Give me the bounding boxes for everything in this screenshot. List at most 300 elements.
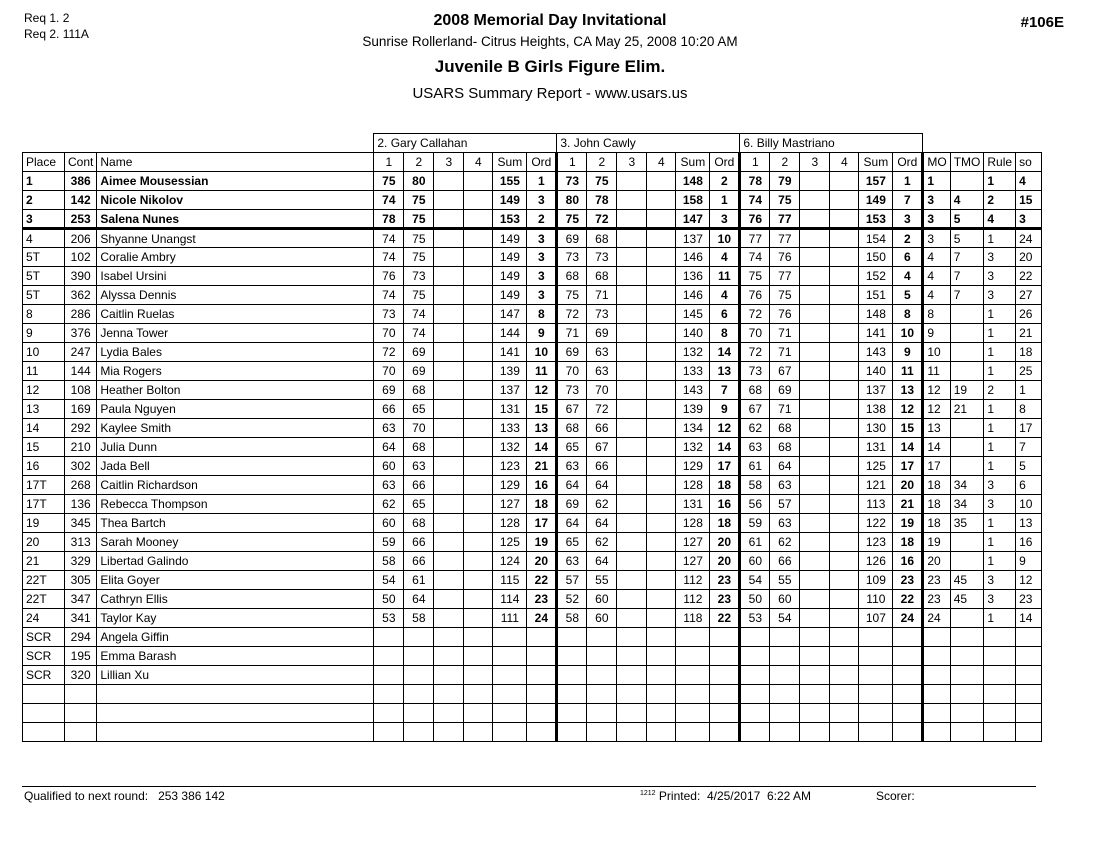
column-header: MO [923,153,950,172]
column-header: Sum [859,153,893,172]
score-cell [950,324,984,343]
cont-cell: 108 [65,381,97,400]
score-cell [617,172,647,191]
score-cell: 9 [893,343,923,362]
score-cell: 128 [676,514,710,533]
score-cell: 69 [770,381,800,400]
score-cell: 64 [404,590,434,609]
req1-label: Req 1. 2 [24,11,70,25]
empty-cell [950,723,984,742]
score-cell: 3 [527,191,557,210]
score-cell [464,286,493,305]
score-cell: 22 [1016,267,1042,286]
score-cell: 153 [859,210,893,229]
score-cell: 109 [859,571,893,590]
empty-cell [800,685,830,704]
score-cell [464,381,493,400]
score-cell [950,438,984,457]
place-cell: 11 [23,362,65,381]
score-cell [464,495,493,514]
cont-cell: 341 [65,609,97,628]
score-cell [830,666,859,685]
score-cell [434,647,464,666]
score-cell: 17 [527,514,557,533]
table-row [23,476,1042,495]
place-cell: 16 [23,457,65,476]
score-cell [434,400,464,419]
score-cell: 70 [740,324,770,343]
score-cell: 3 [1016,210,1042,229]
score-cell [647,267,676,286]
score-cell: 75 [404,210,434,229]
score-cell [950,628,984,647]
score-cell: 70 [404,419,434,438]
table-row [23,628,1042,647]
score-cell [434,571,464,590]
score-cell: 132 [676,343,710,362]
score-cell: 132 [493,438,527,457]
score-cell [647,552,676,571]
score-cell [740,628,770,647]
score-cell: 17 [893,457,923,476]
score-cell: 45 [950,571,984,590]
score-cell [434,419,464,438]
cont-cell: 253 [65,210,97,229]
score-cell: 63 [770,476,800,495]
score-cell [800,419,830,438]
score-cell: 3 [527,267,557,286]
place-cell: SCR [23,628,65,647]
score-cell: 21 [527,457,557,476]
score-cell: 1 [984,438,1016,457]
score-cell [617,552,647,571]
score-cell: 12 [527,381,557,400]
score-cell: 2 [527,210,557,229]
score-cell: 68 [404,381,434,400]
score-cell: 79 [770,172,800,191]
score-cell [830,571,859,590]
column-header: 1 [740,153,770,172]
score-cell: 17 [1016,419,1042,438]
score-cell: 60 [374,514,404,533]
score-cell [830,343,859,362]
score-cell: 107 [859,609,893,628]
name-cell: Kaylee Smith [97,419,374,438]
score-cell: 23 [710,590,740,609]
score-cell [527,666,557,685]
place-cell: 22T [23,571,65,590]
score-cell: 20 [893,476,923,495]
score-cell: 16 [893,552,923,571]
score-cell: 12 [1016,571,1042,590]
score-cell [830,533,859,552]
empty-cell [97,723,374,742]
score-cell [800,438,830,457]
score-cell: 147 [676,210,710,229]
score-cell: 68 [770,419,800,438]
score-cell: 3 [923,229,950,248]
empty-cell [984,723,1016,742]
empty-cell [770,723,800,742]
cont-cell: 210 [65,438,97,457]
score-cell: 23 [923,590,950,609]
empty-cell [710,685,740,704]
score-cell: 1 [710,191,740,210]
score-cell [647,343,676,362]
score-cell: 68 [740,381,770,400]
score-cell [374,647,404,666]
score-cell: 74 [374,229,404,248]
empty-cell [859,685,893,704]
score-cell [434,590,464,609]
score-cell [617,210,647,229]
score-cell: 50 [740,590,770,609]
score-cell: 19 [527,533,557,552]
table-row [23,305,1042,324]
score-cell [830,286,859,305]
score-cell: 63 [404,457,434,476]
score-cell: 1 [984,324,1016,343]
place-cell: 17T [23,495,65,514]
score-cell: 65 [404,495,434,514]
score-cell: 126 [859,552,893,571]
score-cell: 3 [527,248,557,267]
score-cell: 15 [893,419,923,438]
score-cell: 66 [374,400,404,419]
score-cell: 4 [950,191,984,210]
empty-cell [464,723,493,742]
score-cell: 68 [587,229,617,248]
report-number: #106E [1020,14,1064,31]
score-cell: 22 [527,571,557,590]
score-cell [923,647,950,666]
score-cell [800,666,830,685]
score-cell [647,305,676,324]
score-cell: 1 [527,172,557,191]
score-cell: 69 [557,343,587,362]
table-row [23,343,1042,362]
score-cell [617,476,647,495]
score-cell [493,647,527,666]
judge-header-row [23,134,1042,153]
score-cell [617,419,647,438]
score-cell: 71 [770,400,800,419]
score-cell: 4 [710,248,740,267]
score-cell: 3 [984,248,1016,267]
score-cell: 143 [859,343,893,362]
score-cell: 13 [527,419,557,438]
score-cell: 20 [1016,248,1042,267]
score-cell [647,590,676,609]
place-cell: 10 [23,343,65,362]
score-cell [404,666,434,685]
table-row [23,552,1042,571]
score-cell: 1 [984,305,1016,324]
score-cell [800,514,830,533]
score-cell: 60 [374,457,404,476]
score-cell: 14 [1016,609,1042,628]
empty-cell [617,704,647,723]
score-cell: 71 [557,324,587,343]
score-cell: 8 [893,305,923,324]
score-cell [647,381,676,400]
score-cell [434,476,464,495]
score-cell: 122 [859,514,893,533]
empty-cell [676,723,710,742]
score-cell: 68 [404,514,434,533]
score-cell [647,286,676,305]
score-cell: 153 [493,210,527,229]
score-cell [984,647,1016,666]
score-cell [464,229,493,248]
score-cell [434,210,464,229]
cont-cell: 169 [65,400,97,419]
score-cell [800,324,830,343]
score-cell [950,552,984,571]
place-cell: 5T [23,248,65,267]
cont-cell: 292 [65,419,97,438]
score-cell: 9 [710,400,740,419]
score-cell: 75 [770,286,800,305]
table-row [23,172,1042,191]
table-row [23,210,1042,229]
score-cell: 8 [527,305,557,324]
score-cell [950,362,984,381]
scorer-label: Scorer: [876,789,915,803]
score-cell: 62 [374,495,404,514]
score-cell: 74 [740,191,770,210]
score-cell: 22 [710,609,740,628]
score-cell: 75 [404,229,434,248]
score-cell: 67 [557,400,587,419]
place-cell: SCR [23,666,65,685]
empty-cell [923,723,950,742]
score-cell [647,210,676,229]
score-cell [950,533,984,552]
score-cell: 5 [950,229,984,248]
score-cell [434,267,464,286]
cont-cell: 144 [65,362,97,381]
score-cell [676,647,710,666]
score-cell: 74 [404,324,434,343]
score-cell: 127 [676,533,710,552]
score-cell [374,628,404,647]
empty-cell [800,723,830,742]
empty-cell [893,685,923,704]
name-cell: Jada Bell [97,457,374,476]
score-cell: 4 [1016,172,1042,191]
score-cell [647,419,676,438]
score-cell [464,647,493,666]
score-cell: 66 [587,457,617,476]
score-cell: 136 [676,267,710,286]
score-cell: 71 [770,343,800,362]
score-cell: 64 [587,552,617,571]
score-cell: 26 [1016,305,1042,324]
score-cell: 20 [527,552,557,571]
score-cell: 60 [740,552,770,571]
score-cell: 150 [859,248,893,267]
empty-cell [587,723,617,742]
name-cell: Lillian Xu [97,666,374,685]
score-cell [374,666,404,685]
score-cell: 3 [893,210,923,229]
score-cell: 133 [493,419,527,438]
column-header: so [1016,153,1042,172]
score-cell: 50 [374,590,404,609]
score-cell [493,628,527,647]
score-cell: 1 [984,343,1016,362]
score-cell: 131 [859,438,893,457]
score-cell: 123 [859,533,893,552]
column-header: Sum [493,153,527,172]
score-cell: 14 [527,438,557,457]
score-cell [647,647,676,666]
place-cell: 3 [23,210,65,229]
score-cell [800,172,830,191]
score-cell: 1 [923,172,950,191]
score-cell [830,400,859,419]
score-cell: 129 [676,457,710,476]
score-cell [617,590,647,609]
score-cell [617,571,647,590]
score-cell [434,666,464,685]
score-cell [617,628,647,647]
score-cell: 23 [923,571,950,590]
score-cell: 113 [859,495,893,514]
score-cell [647,248,676,267]
place-cell: 12 [23,381,65,400]
table-row [23,400,1042,419]
score-cell: 3 [984,571,1016,590]
score-cell: 65 [404,400,434,419]
score-cell: 72 [557,305,587,324]
empty-cell [617,723,647,742]
name-cell: Isabel Ursini [97,267,374,286]
score-cell: 4 [984,210,1016,229]
score-cell: 72 [740,343,770,362]
score-cell [647,172,676,191]
score-cell: 72 [374,343,404,362]
score-cell: 146 [676,286,710,305]
score-cell: 134 [676,419,710,438]
score-cell: 24 [893,609,923,628]
empty-cell [557,685,587,704]
score-cell: 68 [587,267,617,286]
score-cell: 14 [710,438,740,457]
cont-cell: 268 [65,476,97,495]
score-cell [434,229,464,248]
score-cell: 75 [374,172,404,191]
printed-label: Printed: 4/25/2017 6:22 AM [658,789,812,803]
score-cell [434,191,464,210]
score-cell: 75 [770,191,800,210]
score-cell: 6 [1016,476,1042,495]
judge-name: 2. Gary Callahan [374,134,557,153]
score-cell [950,343,984,362]
cont-cell: 142 [65,191,97,210]
score-cell [404,628,434,647]
score-cell: 4 [923,248,950,267]
score-cell: 66 [587,419,617,438]
footer-divider [22,786,1036,787]
score-cell: 151 [859,286,893,305]
score-cell: 112 [676,571,710,590]
name-cell: Elita Goyer [97,571,374,590]
score-cell: 12 [710,419,740,438]
score-cell: 24 [527,609,557,628]
score-cell: 74 [374,286,404,305]
score-cell: 20 [923,552,950,571]
score-cell: 123 [493,457,527,476]
name-cell: Cathryn Ellis [97,590,374,609]
score-cell [800,248,830,267]
score-cell [617,400,647,419]
score-cell [830,609,859,628]
score-cell: 1 [984,419,1016,438]
score-cell [950,305,984,324]
score-cell [923,666,950,685]
score-cell [464,343,493,362]
column-header: Name [97,153,374,172]
score-cell: 16 [1016,533,1042,552]
score-cell: 149 [493,229,527,248]
column-header: Place [23,153,65,172]
empty-cell [647,723,676,742]
score-cell [647,229,676,248]
empty-row [23,723,1042,742]
cont-cell: 247 [65,343,97,362]
name-cell: Heather Bolton [97,381,374,400]
score-cell: 19 [950,381,984,400]
score-cell [800,609,830,628]
score-cell [464,305,493,324]
empty-cell [647,704,676,723]
score-cell [404,647,434,666]
cont-cell: 305 [65,571,97,590]
score-cell: 70 [587,381,617,400]
cont-cell: 345 [65,514,97,533]
empty-cell [984,685,1016,704]
score-cell: 127 [676,552,710,571]
printed-timestamp [640,789,811,803]
empty-cell [464,704,493,723]
score-cell [617,286,647,305]
score-cell [830,457,859,476]
table-row [23,514,1042,533]
empty-cell [374,704,404,723]
score-cell [434,514,464,533]
cont-cell: 313 [65,533,97,552]
score-cell: 8 [710,324,740,343]
score-cell: 80 [404,172,434,191]
score-cell [647,400,676,419]
score-cell: 66 [770,552,800,571]
score-cell [587,647,617,666]
column-header: Ord [710,153,740,172]
score-cell [464,362,493,381]
score-cell: 62 [587,495,617,514]
score-cell: 3 [984,590,1016,609]
score-cell: 74 [404,305,434,324]
empty-cell [893,723,923,742]
score-cell [950,647,984,666]
score-cell: 18 [527,495,557,514]
score-cell [527,647,557,666]
score-cell: 69 [587,324,617,343]
score-cell: 137 [676,229,710,248]
empty-row [23,704,1042,723]
